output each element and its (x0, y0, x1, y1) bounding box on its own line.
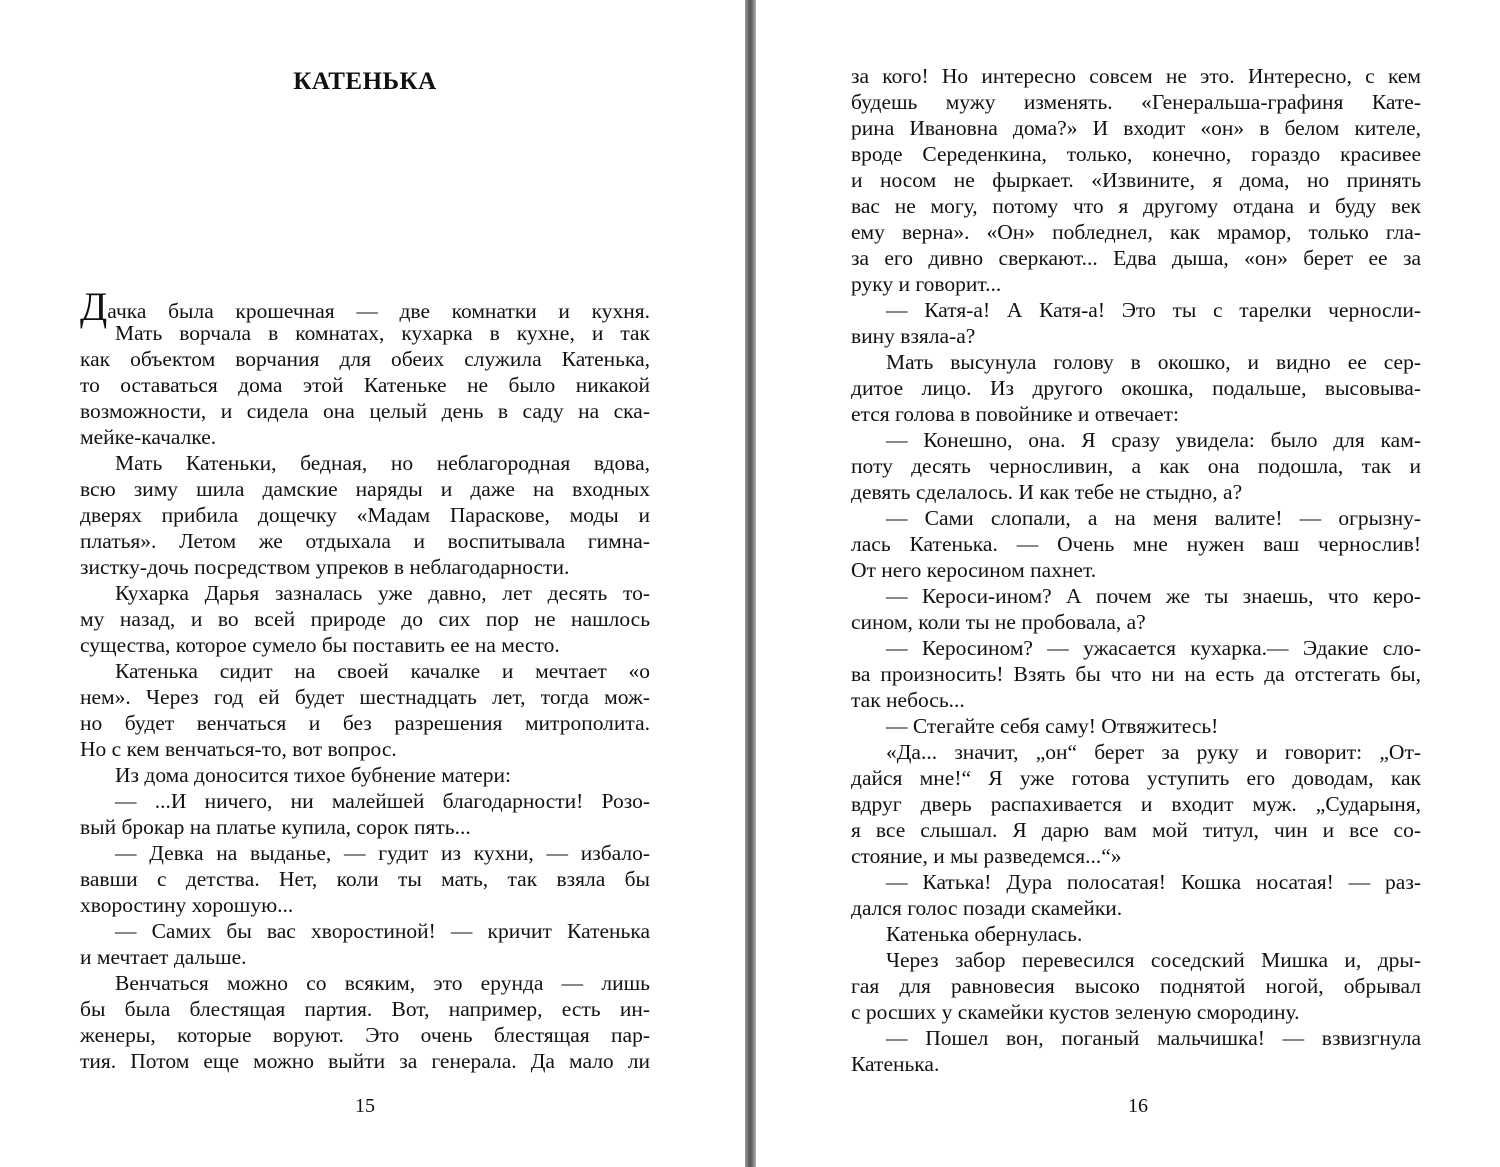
text-line: я все слышал. Я дарю вам мой титул, чин и все со- (851, 818, 1421, 842)
text-line: му назад, и во всей природе до сих пор не нашлось (80, 607, 650, 631)
text-line: за его дивно сверкают... Едва дыша, «он» берет ее за (851, 246, 1421, 270)
text-line: вас не могу, потому что я другому отдана и буду век (851, 194, 1421, 218)
text-line: поту десять черносливин, а как она подошла, так и (851, 454, 1421, 478)
text-line: вину взяла-а? (851, 324, 976, 348)
text-line: — Кероси-ином? А почем же ты знаешь, что керо- (886, 584, 1421, 608)
text-line: руку и говорит... (851, 272, 1002, 296)
text-line: Но с кем венчаться-то, вот вопрос. (80, 737, 397, 761)
page-number-right: 16 (1128, 1095, 1148, 1117)
text-line: дался голос позади скамейки. (851, 896, 1123, 920)
text-line: девять сделалось. И как тебе не стыдно, а? (851, 480, 1243, 504)
text-line: — Девка на выданье, — гудит из кухни, — избало- (115, 841, 650, 865)
text-line: Венчаться можно со всяким, это ерунда — лишь (115, 971, 650, 995)
book-gutter (745, 0, 756, 1167)
drop-cap: Д (80, 284, 108, 329)
text-line: «Да... значит, „он“ берет за руку и говорит: „От- (886, 740, 1421, 764)
text-line: Мать высунула голову в окошко, и видно ее сер- (886, 350, 1421, 374)
first-line-text: ачка была крошечная — две комнатки и кухня. (107, 299, 650, 323)
text-line: зистку-дочь посредством упреков в неблагодарности. (80, 555, 570, 579)
right-page (756, 0, 1500, 1167)
text-line: и носом не фыркает. «Извините, я дома, но принять (851, 168, 1421, 192)
text-line: Катенька. (851, 1052, 940, 1076)
text-line: существа, которое сумело бы поставить ее на место. (80, 633, 560, 657)
text-line: ется голова в повойнике и отвечает: (851, 402, 1179, 426)
chapter-title: КАТЕНЬКА (293, 68, 437, 95)
text-line: — Катька! Дура полосатая! Кошка носатая! — раз- (886, 870, 1421, 894)
text-line: платья». Летом же отдыхала и воспитывала гимна- (80, 529, 650, 553)
text-line: хворостину хорошую... (80, 893, 294, 917)
text-line: с росших у скамейки кустов зеленую смородину. (851, 1000, 1300, 1024)
text-line: но будет венчаться и без разрешения митрополита. (80, 711, 650, 735)
text-line: Катенька обернулась. (886, 922, 1083, 946)
text-line: рина Ивановна дома?» И входит «он» в белом кителе, (851, 116, 1421, 140)
text-line: Кухарка Дарья зазналась уже давно, лет десять то- (115, 581, 650, 605)
text-line: стояние, и мы разведемся...“» (851, 844, 1122, 868)
text-line: Из дома доносится тихое бубнение матери: (115, 763, 511, 787)
text-line: — Конешно, она. Я сразу увидела: было для кам- (886, 428, 1421, 452)
text-line: Мать Катеньки, бедная, но неблагородная вдова, (115, 451, 650, 475)
left-page-text (80, 284, 650, 1074)
text-line: тия. Потом еще можно выйти за генерала. Да мало ли (80, 1049, 650, 1073)
text-line: как объектом ворчания для обеих служила Катенька, (80, 347, 650, 371)
left-lines (80, 320, 650, 1074)
text-line: ва произносить! Взять бы что ни на есть да отстегать бы, (851, 662, 1421, 686)
right-page-text (851, 63, 1421, 1077)
text-line: мейке-качалке. (80, 425, 217, 449)
left-page (0, 0, 745, 1167)
text-line: и мечтает дальше. (80, 945, 247, 969)
text-line: Катенька сидит на своей качалке и мечтает «о (115, 659, 650, 683)
text-line: вавши с детства. Нет, коли ты мать, так взяла бы (80, 867, 650, 891)
text-line: Мать ворчала в комнатах, кухарка в кухне, и так (115, 321, 650, 345)
text-line: дайся мне!“ Я уже готова уступить его доводам, как (851, 766, 1421, 790)
text-line: вдруг дверь распахивается и входит муж. „Сударыня, (851, 792, 1421, 816)
right-lines (851, 63, 1421, 1077)
text-line: — Стегайте себя саму! Отвяжитесь! (886, 714, 1219, 738)
text-line: всю зиму шила дамские наряды и даже на входных (80, 477, 650, 501)
text-line: то оставаться дома этой Катеньке не было никакой (80, 373, 650, 397)
text-line: сином, коли ты не пробовала, а? (851, 610, 1146, 634)
text-line: вый брокар на платье купила, сорок пять... (80, 815, 471, 839)
text-line: вроде Середенкина, только, конечно, гораздо красивее (851, 142, 1421, 166)
text-line: — Сами слопали, а на меня валите! — огрызну- (886, 506, 1421, 530)
text-line: так небось... (851, 688, 965, 712)
text-line: дверях прибила дощечку «Мадам Параскове, моды и (80, 503, 650, 527)
text-line: — ...И ничего, ни малейшей благодарности! Розо- (115, 789, 650, 813)
text-line: за кого! Но интересно совсем не это. Интересно, с кем (851, 64, 1421, 88)
text-line: возможности, и сидела она целый день в саду на ска- (80, 399, 650, 423)
text-line: — Керосином? — ужасается кухарка.— Эдакие сло- (886, 636, 1421, 660)
page-number-left: 15 (355, 1095, 375, 1117)
text-line: дитое лицо. Из другого окошка, подальше, высовыва- (851, 376, 1421, 400)
text-line: Через забор перевесился соседский Мишка и, дры- (886, 948, 1421, 972)
text-line: нем». Через год ей будет шестнадцать лет, тогда мож- (80, 685, 650, 709)
text-line: будешь мужу изменять. «Генеральша-графиня Кате- (851, 90, 1421, 114)
text-line: лась Катенька. — Очень мне нужен ваш чернослив! (851, 532, 1421, 556)
text-line: гая для равновесия высоко поднятой ногой, обрывал (851, 974, 1421, 998)
text-line: бы была блестящая партия. Вот, например, есть ин- (80, 997, 650, 1021)
text-line: — Катя-а! А Катя-а! Это ты с тарелки черносли- (886, 298, 1421, 322)
text-line: женеры, которые воруют. Это очень блестящая пар- (80, 1023, 650, 1047)
text-line: — Самих бы вас хворостиной! — кричит Катенька (115, 919, 650, 943)
first-line (80, 284, 650, 329)
text-line: — Пошел вон, поганый мальчишка! — взвизгнула (886, 1026, 1421, 1050)
text-line: От него керосином пахнет. (851, 558, 1097, 582)
text-line: ему верна». «Он» побледнел, как мрамор, только гла- (851, 220, 1421, 244)
